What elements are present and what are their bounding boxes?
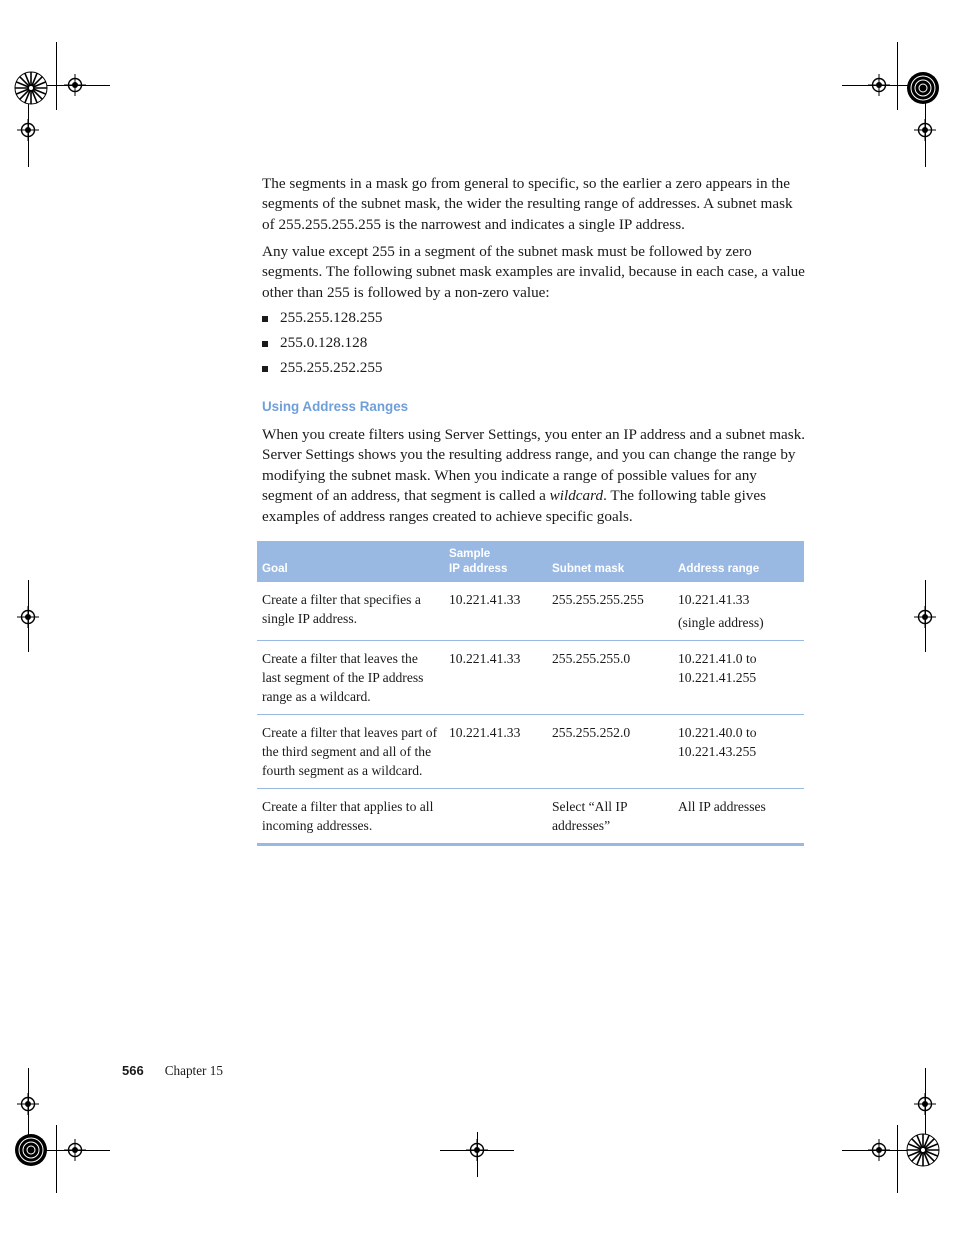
registration-target-icon <box>914 1093 936 1115</box>
page-number: 566 <box>122 1063 144 1078</box>
section-heading: Using Address Ranges <box>262 399 409 414</box>
list-item: 255.255.128.255 <box>262 305 383 330</box>
table-row <box>257 641 804 715</box>
column-header-goal: Goal <box>262 561 288 575</box>
bullet-icon <box>262 366 268 372</box>
registration-target-icon <box>868 74 890 96</box>
registration-target-icon <box>17 119 39 141</box>
registration-target-icon <box>17 1093 39 1115</box>
paragraph-subnet-segments: The segments in a mask go from general to specific, so the earlier a zero appears in the segments of the subnet mask, the wider the resulting range of addresses. A subnet mask of 255.255.255.255 is the narrowest and indicates a single IP address. <box>262 175 793 233</box>
registration-target-icon <box>914 606 936 628</box>
column-header-sample-ip: Sample IP address <box>449 547 508 575</box>
cell-goal: Create a filter that applies to all incoming addresses. <box>257 789 444 845</box>
table-row <box>257 789 804 845</box>
paragraph-address-ranges: When you create filters using Server Settings, you enter an IP address and a subnet mask. Server Settings shows you the resulting address range, and you can change the range by modifying the subnet mask. When you indicate a range of possible values for any segment of an address, that segment is called a wildcard. The following table gives examples of address ranges created to achieve specific goals. <box>262 426 806 525</box>
invalid-mask-list <box>262 305 383 380</box>
cell-goal: Create a filter that leaves the last segment of the IP address range as a wildcard. <box>257 641 444 715</box>
registration-target-icon <box>64 1139 86 1161</box>
crop-mark <box>897 1125 898 1193</box>
registration-target-icon <box>64 74 86 96</box>
table-row <box>257 582 804 641</box>
term-wildcard: wildcard <box>549 487 604 505</box>
list-item: 255.0.128.128 <box>262 330 383 355</box>
cell-range: 10.221.41.33 (single address) <box>673 582 804 641</box>
crop-mark <box>56 42 57 110</box>
cell-mask: 255.255.255.255 <box>547 582 673 641</box>
cell-ip: 10.221.41.33 <box>444 715 547 789</box>
registration-target-icon <box>914 119 936 141</box>
cell-ip: 10.221.41.33 <box>444 641 547 715</box>
bullet-icon <box>262 341 268 347</box>
cell-range: 10.221.40.0 to 10.221.43.255 <box>673 715 804 789</box>
table-header-row <box>257 541 804 582</box>
circle-target-icon <box>906 71 940 105</box>
star-target-icon <box>906 1133 940 1167</box>
chapter-label: Chapter 15 <box>164 1063 223 1078</box>
circle-target-icon <box>14 1133 48 1167</box>
paragraph-invalid-masks: Any value except 255 in a segment of the subnet mask must be followed by zero segments. The following subnet mask examples are invalid, because in each case, a value other than 255 is followed by a non-zero value: <box>262 243 805 301</box>
crop-mark <box>56 1125 57 1193</box>
registration-target-icon <box>466 1139 488 1161</box>
bullet-icon <box>262 316 268 322</box>
cell-mask: Select “All IP addresses” <box>547 789 673 845</box>
cell-range: 10.221.41.0 to 10.221.41.255 <box>673 641 804 715</box>
cell-goal: Create a filter that leaves part of the third segment and all of the fourth segment as a wildcard. <box>257 715 444 789</box>
address-range-table <box>257 541 804 846</box>
range-note: (single address) <box>678 615 764 630</box>
cell-range: All IP addresses <box>673 789 804 845</box>
cell-ip <box>444 789 547 845</box>
table-row <box>257 715 804 789</box>
page-footer <box>122 1063 223 1079</box>
registration-target-icon <box>868 1139 890 1161</box>
cell-goal: Create a filter that specifies a single IP address. <box>257 582 444 641</box>
registration-target-icon <box>17 606 39 628</box>
list-item: 255.255.252.255 <box>262 355 383 380</box>
crop-mark <box>897 42 898 110</box>
column-header-address-range: Address range <box>678 561 760 575</box>
cell-mask: 255.255.255.0 <box>547 641 673 715</box>
column-header-subnet-mask: Subnet mask <box>552 561 625 575</box>
cell-mask: 255.255.252.0 <box>547 715 673 789</box>
star-target-icon <box>14 71 48 105</box>
cell-ip: 10.221.41.33 <box>444 582 547 641</box>
